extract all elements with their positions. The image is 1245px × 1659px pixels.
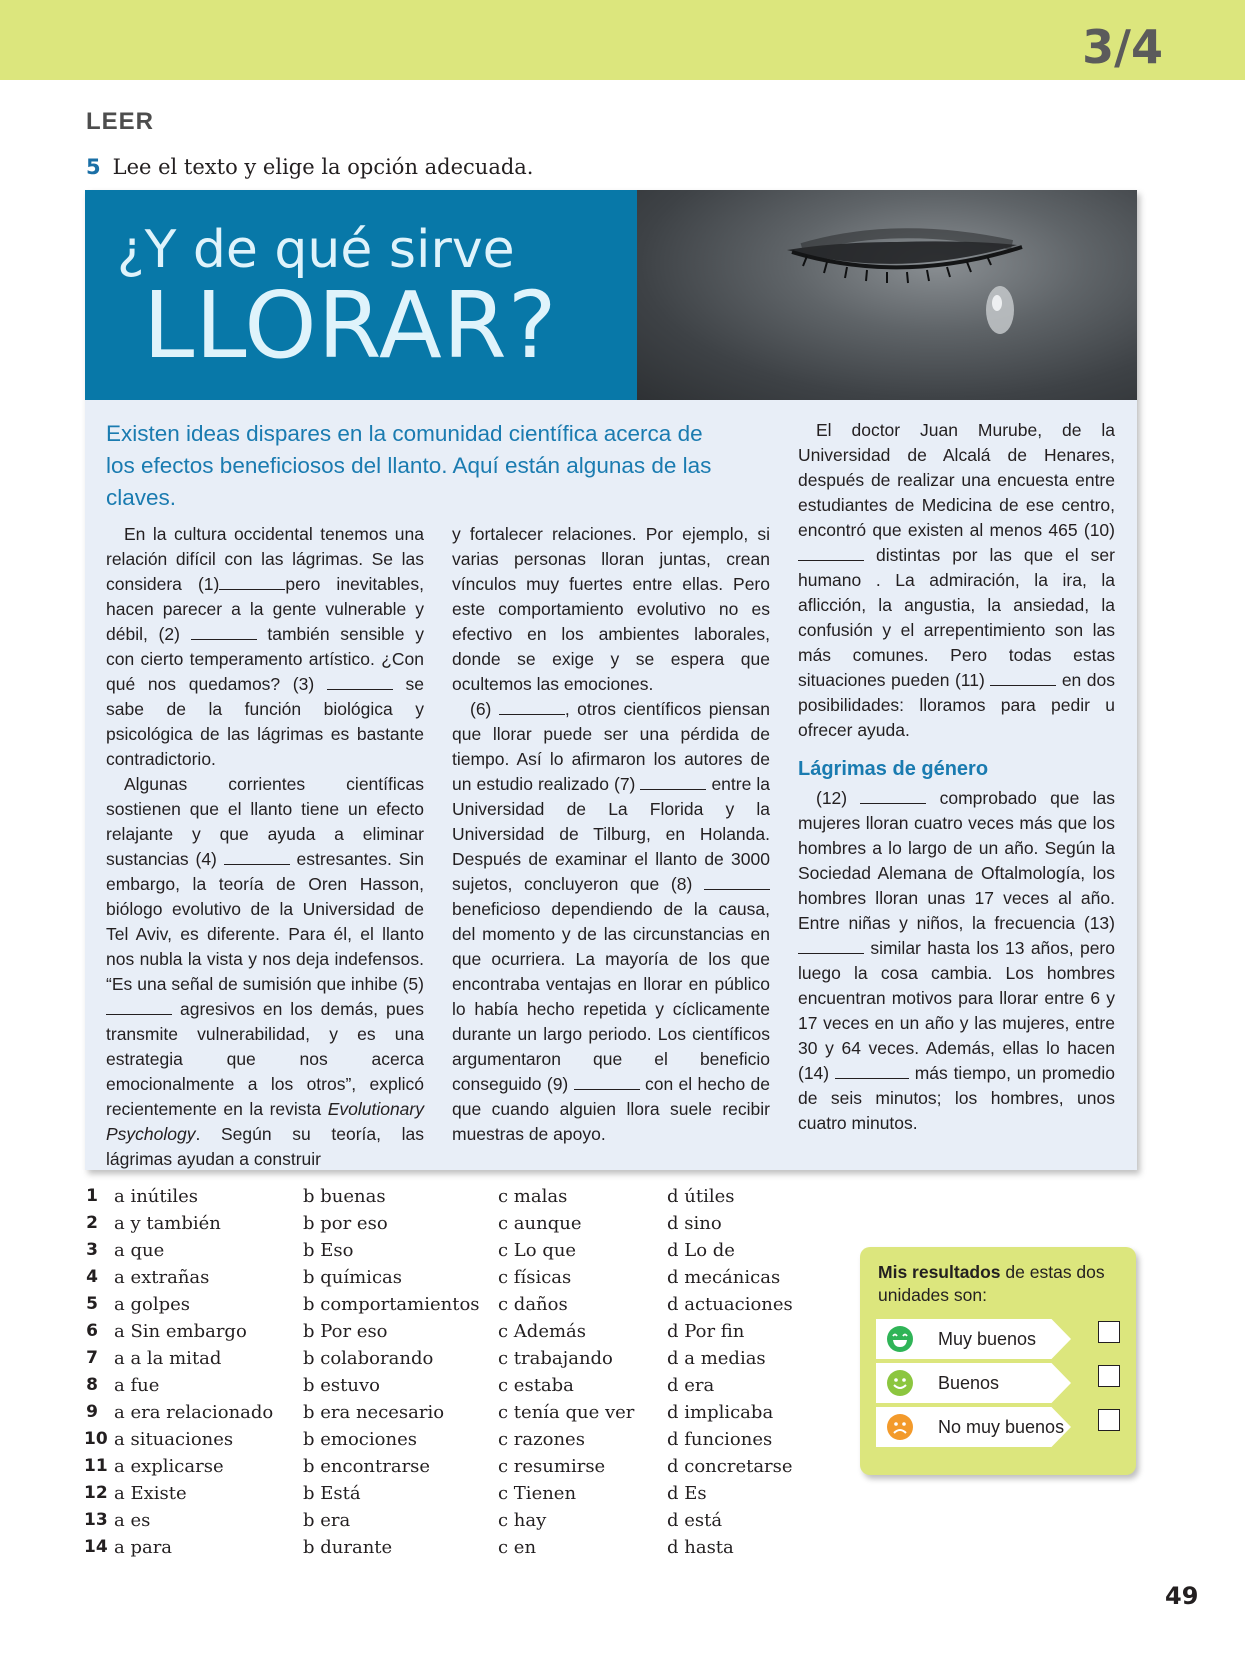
option-row: 9 a era relacionado b era necesario c tenía que ver d implicaba — [86, 1402, 774, 1423]
option-row: 10 a situaciones b emociones c razones d funciones — [84, 1429, 773, 1450]
option-a[interactable]: a y también — [114, 1213, 221, 1234]
option-b[interactable]: b durante — [303, 1537, 393, 1558]
option-d[interactable]: d Lo de — [667, 1240, 735, 1261]
article-column-1 — [106, 522, 424, 1172]
paragraph: Algunas corrientes científicas sostienen que el llanto tiene un efecto relajante y que ayuda a eliminar sustancias (4) estresantes. Sin embargo, la teoría de Oren Hasson, biólogo evolutivo de la Universidad de Tel Aviv, es diferente. Para él, el llanto nos nubla la vista y nos deja indefensos. “Es una señal de sumisión que inhibe (5) agresivos en los demás, pues transmite vulnerabilidad, y es una estrategia que nos acerca emocionalmente a los otros”, explicó recientemente en la revista Evolutionary Psychology. Según su teoría, las lágrimas ayudan a construir — [106, 774, 424, 1169]
option-b[interactable]: b era necesario — [303, 1402, 445, 1423]
option-row: 7 a a la mitad b colaborando c trabajando d a medias — [86, 1348, 766, 1369]
exercise-text: Lee el texto y elige la opción adecuada. — [112, 155, 534, 179]
option-row: 14 a para b durante c en d hasta — [84, 1537, 734, 1558]
option-c[interactable]: c Tienen — [498, 1483, 577, 1504]
article — [85, 190, 1137, 1170]
option-d[interactable]: d Por fin — [667, 1321, 745, 1342]
paragraph: El doctor Juan Murube, de la Universidad de Alcalá de Henares, después de realizar una encuesta entre estudiantes de Medicina de ese centro, encontró que existen al menos 465 (10) distintas por las que el ser humano . La admiración, la ira, la aflicción, la angustia, la ansiedad, la confusión y el arrepentimiento son las más comunes. Pero todas estas situaciones pueden (11) en dos posibilidades: lloramos para pedir u ofrecer ayuda. — [798, 420, 1115, 740]
results-box — [860, 1247, 1136, 1475]
result-label: Muy buenos — [938, 1329, 1037, 1349]
article-banner — [85, 190, 637, 400]
option-a[interactable]: a situaciones — [114, 1429, 234, 1450]
option-row: 12 a Existe b Está c Tienen d Es — [84, 1483, 707, 1504]
option-b[interactable]: b estuvo — [303, 1375, 380, 1396]
option-b[interactable]: b Está — [303, 1483, 361, 1504]
answer-options — [84, 1186, 804, 1564]
option-c[interactable]: c hay — [498, 1510, 547, 1531]
result-checkbox[interactable] — [1098, 1321, 1120, 1343]
option-d[interactable]: d concretarse — [667, 1456, 793, 1477]
result-good — [876, 1363, 1122, 1403]
option-row: 6 a Sin embargo b Por eso c Además d Por fin — [86, 1321, 745, 1342]
exercise-instruction — [86, 155, 534, 180]
option-d[interactable]: d mecánicas — [667, 1267, 781, 1288]
unit-tag: 3/4 — [1082, 20, 1163, 74]
option-c[interactable]: c razones — [498, 1429, 585, 1450]
option-a[interactable]: a a la mitad — [114, 1348, 222, 1369]
option-c[interactable]: c daños — [498, 1294, 568, 1315]
top-band — [0, 0, 1245, 80]
option-c[interactable]: c aunque — [498, 1213, 582, 1234]
result-very-good — [876, 1319, 1122, 1359]
option-b[interactable]: b buenas — [303, 1186, 386, 1207]
journal-name: Evolutionary Psychology — [106, 1099, 424, 1144]
option-b[interactable]: b emociones — [303, 1429, 417, 1450]
very-happy-face-icon — [886, 1325, 914, 1353]
option-c[interactable]: c trabajando — [498, 1348, 613, 1369]
article-lead: Existen ideas dispares en la comunidad científica acerca de los efectos beneficiosos del llanto. Aquí están algunas de las claves. — [106, 421, 712, 510]
blank-14 — [835, 1065, 909, 1079]
blank-2 — [191, 626, 257, 640]
option-a[interactable]: a para — [114, 1537, 173, 1558]
option-row: 1 a inútiles b buenas c malas d útiles — [86, 1186, 735, 1207]
option-a[interactable]: a extrañas — [114, 1267, 210, 1288]
article-column-2 — [452, 522, 770, 1147]
option-a[interactable]: a que — [114, 1240, 165, 1261]
option-a[interactable]: a inútiles — [114, 1186, 199, 1207]
option-b[interactable]: b por eso — [303, 1213, 388, 1234]
option-c[interactable]: c malas — [498, 1186, 568, 1207]
result-checkbox[interactable] — [1098, 1409, 1120, 1431]
blank-6 — [499, 701, 565, 715]
result-label: No muy buenos — [938, 1417, 1065, 1437]
option-b[interactable]: b Eso — [303, 1240, 354, 1261]
option-row: 2 a y también b por eso c aunque d sino — [86, 1213, 722, 1234]
blank-1 — [219, 576, 285, 590]
option-a[interactable]: a Existe — [114, 1483, 187, 1504]
option-c[interactable]: c tenía que ver — [498, 1402, 635, 1423]
blank-4 — [224, 851, 290, 865]
blank-12 — [860, 790, 926, 804]
option-d[interactable]: d funciones — [667, 1429, 773, 1450]
page-number: 49 — [1165, 1582, 1199, 1610]
blank-3 — [327, 676, 393, 690]
option-row: 11 a explicarse b encontrarse c resumirse d concretarse — [84, 1456, 793, 1477]
option-a[interactable]: a explicarse — [114, 1456, 224, 1477]
option-d[interactable]: d era — [667, 1375, 715, 1396]
article-title-line1: ¿Y de qué sirve — [117, 220, 515, 280]
exercise-number: 5 — [86, 155, 101, 179]
crying-eye-photo — [637, 190, 1137, 400]
option-b[interactable]: b era — [303, 1510, 351, 1531]
option-d[interactable]: d a medias — [667, 1348, 766, 1369]
blank-13 — [798, 940, 864, 954]
article-column-3 — [798, 418, 1115, 1136]
results-title: Mis resultados de estas dos unidades son: — [878, 1262, 1105, 1305]
paragraph: (6) , otros científicos piensan que llorar puede ser una pérdida de tiempo. Así lo afirmaron los autores de un estudio realizado (7) entre la Universidad de La Florida y la Universidad de Tilburg, en Holanda. Después de examinar el llanto de 3000 sujetos, concluyeron que (8) beneficioso dependiendo de la causa, del momento y de las circunstancias en que ocurriera. La mayoría de los que encontraba ventajas en llorar en público lo había hecho repetida y cíclicamente durante un largo periodo. Los científicos argumentaron que el beneficio conseguido (9) con el hecho de que cuando alguien llora suele recibir muestras de apoyo. — [452, 699, 770, 1144]
option-d[interactable]: d sino — [667, 1213, 722, 1234]
happy-face-icon — [886, 1369, 914, 1397]
option-d[interactable]: d Es — [667, 1483, 707, 1504]
blank-7 — [640, 776, 706, 790]
option-d[interactable]: d actuaciones — [667, 1294, 793, 1315]
option-a[interactable]: a golpes — [114, 1294, 190, 1315]
option-b[interactable]: b encontrarse — [303, 1456, 431, 1477]
option-row: 4 a extrañas b químicas c físicas d mecánicas — [86, 1267, 781, 1288]
option-a[interactable]: a fue — [114, 1375, 160, 1396]
option-a[interactable]: a Sin embargo — [114, 1321, 247, 1342]
section-label: LEER — [86, 108, 155, 135]
option-d[interactable]: d implicaba — [667, 1402, 774, 1423]
option-a[interactable]: a era relacionado — [114, 1402, 274, 1423]
option-d[interactable]: d está — [667, 1510, 723, 1531]
result-not-very-good — [876, 1407, 1122, 1447]
option-c[interactable]: c Lo que — [498, 1240, 577, 1261]
option-c[interactable]: c en — [498, 1537, 537, 1558]
option-b[interactable]: b químicas — [303, 1267, 402, 1288]
option-c[interactable]: c estaba — [498, 1375, 574, 1396]
option-row: 5 a golpes b comportamientos c daños d actuaciones — [86, 1294, 793, 1315]
option-c[interactable]: c físicas — [498, 1267, 572, 1288]
option-c[interactable]: c resumirse — [498, 1456, 606, 1477]
blank-8 — [704, 876, 770, 890]
result-checkbox[interactable] — [1098, 1365, 1120, 1387]
option-row: 3 a que b Eso c Lo que d Lo de — [86, 1240, 735, 1261]
blank-11 — [990, 672, 1056, 686]
paragraph: En la cultura occidental tenemos una relación difícil con las lágrimas. Se las considera (1) pero inevitables, hacen parecer a la gente vulnerable y débil, (2) también sensible y con cierto temperamento artístico. ¿Con qué nos quedamos? (3) se sabe de la función biológica y psicológica de las lágrimas es bastante contradictorio. — [106, 524, 424, 769]
blank-10 — [798, 547, 864, 561]
blank-5 — [106, 1001, 172, 1015]
option-c[interactable]: c Además — [498, 1321, 587, 1342]
sad-face-icon — [886, 1413, 914, 1441]
blank-9 — [574, 1076, 640, 1090]
paragraph: y fortalecer relaciones. Por ejemplo, si varias personas lloran juntas, crean vínculos muy fuertes entre ellas. Pero este comportamiento evolutivo no es efectivo en los ambientes laborales, donde se exige y se espera que ocultemos las emociones. — [452, 524, 770, 694]
option-b[interactable]: b Por eso — [303, 1321, 388, 1342]
article-title-line2: LLORAR? — [143, 272, 558, 379]
result-label: Buenos — [938, 1373, 1000, 1393]
option-row: 13 a es b era c hay d está — [84, 1510, 723, 1531]
option-d[interactable]: d hasta — [667, 1537, 734, 1558]
option-a[interactable]: a es — [114, 1510, 151, 1531]
option-b[interactable]: b colaborando — [303, 1348, 434, 1369]
subheading: Lágrimas de género — [798, 758, 989, 780]
option-d[interactable]: d útiles — [667, 1186, 735, 1207]
option-b[interactable]: b comportamientos — [303, 1294, 480, 1315]
option-row: 8 a fue b estuvo c estaba d era — [86, 1375, 715, 1396]
paragraph: (12) comprobado que las mujeres lloran cuatro veces más que los hombres a lo largo de un año. Según la Sociedad Alemana de Oftalmología, los hombres lloran unas 17 veces al año. Entre niñas y niños, la frecuencia (13) similar hasta los 13 años, pero luego la cosa cambia. Los hombres encuentran motivos para llorar entre 6 y 17 veces en un año y las mujeres, entre 30 y 64 veces. Además, ellas lo hacen (14) más tiempo, un promedio de seis minutos; los hombres, unos cuatro minutos. — [798, 788, 1115, 1133]
